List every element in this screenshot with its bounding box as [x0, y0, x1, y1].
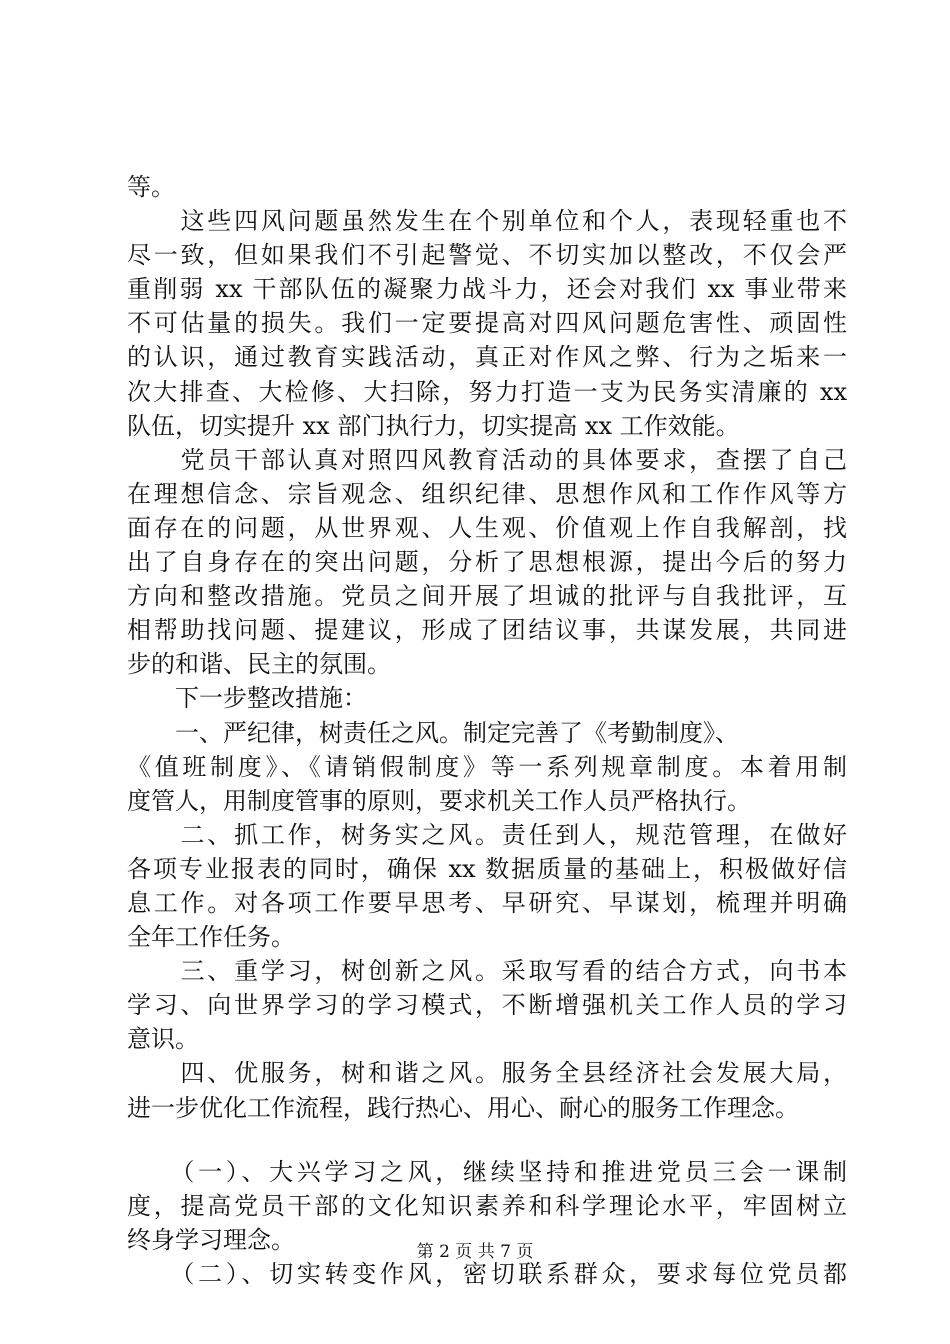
text-line: 不可估量的损失。我们一定要提高对四风问题危害性、顽固性: [127, 309, 847, 338]
text-line: 在理想信念、宗旨观念、组织纪律、思想作风和工作作风等方: [127, 479, 847, 508]
text-line: 步的和谐、民主的氛围。: [127, 650, 391, 679]
text-line: 重削弱 xx 干部队伍的凝聚力战斗力，还会对我们 xx 事业带来: [127, 275, 847, 304]
text-line: 下一步整改措施：: [127, 684, 367, 713]
document-body: [127, 170, 847, 1291]
text-line: 全年工作任务。: [127, 923, 295, 952]
page-number-footer: 第 2 页 共 7 页: [416, 1242, 534, 1262]
text-line: 党员干部认真对照四风教育活动的具体要求，查摆了自己: [127, 445, 847, 474]
text-line: 《值班制度》、《请销假制度》等一系列规章制度。本着用制: [127, 752, 847, 781]
text-line: （一）、大兴学习之风，继续坚持和推进党员三会一课制: [127, 1157, 847, 1186]
text-line: 四、优服务，树和谐之风。服务全县经济社会发展大局，: [127, 1059, 847, 1088]
text-line: 这些四风问题虽然发生在个别单位和个人，表现轻重也不: [127, 207, 847, 236]
text-line: 一、严纪律，树责任之风。制定完善了《考勤制度》、: [127, 718, 739, 747]
text-line: 方向和整改措施。党员之间开展了坦诚的批评与自我批评，互: [127, 582, 847, 611]
text-line: 队伍，切实提升 xx 部门执行力，切实提高 xx 工作效能。: [127, 411, 740, 440]
text-line: 终身学习理念。: [127, 1225, 295, 1254]
text-line: 意识。: [127, 1025, 199, 1054]
text-line: 三、重学习，树创新之风。采取写看的结合方式，向书本: [127, 957, 847, 986]
text-line: 各项专业报表的同时，确保 xx 数据质量的基础上，积极做好信: [127, 854, 847, 883]
text-line: 相帮助找问题、提建议，形成了团结议事，共谋发展，共同进: [127, 616, 847, 645]
text-line: 尽一致，但如果我们不引起警觉、不切实加以整改，不仅会严: [127, 241, 847, 270]
text-line: 二、抓工作，树务实之风。责任到人，规范管理，在做好: [127, 820, 847, 849]
text-line: 进一步优化工作流程，践行热心、用心、耐心的服务工作理念。: [127, 1093, 799, 1122]
text-line: 等。: [127, 173, 175, 201]
text-line: 的认识，通过教育实践活动，真正对作风之弊、行为之垢来一: [127, 343, 847, 372]
text-line: 面存在的问题，从世界观、人生观、价值观上作自我解剖，找: [127, 513, 847, 542]
text-line: 学习、向世界学习的学习模式，不断增强机关工作人员的学习: [127, 991, 847, 1020]
text-line: 出了自身存在的突出问题，分析了思想根源，提出今后的努力: [127, 548, 847, 577]
text-line: 息工作。对各项工作要早思考、早研究、早谋划，梳理并明确: [127, 888, 847, 917]
text-line: （二）、切实转变作风，密切联系群众，要求每位党员都: [127, 1259, 847, 1288]
text-line: 度管人，用制度管事的原则，要求机关工作人员严格执行。: [127, 786, 751, 815]
text-line: 度，提高党员干部的文化知识素养和科学理论水平，牢固树立: [127, 1191, 847, 1220]
paragraph-gap: [127, 1125, 847, 1155]
text-line: 次大排查、大检修、大扫除，努力打造一支为民务实清廉的 xx: [127, 377, 847, 406]
